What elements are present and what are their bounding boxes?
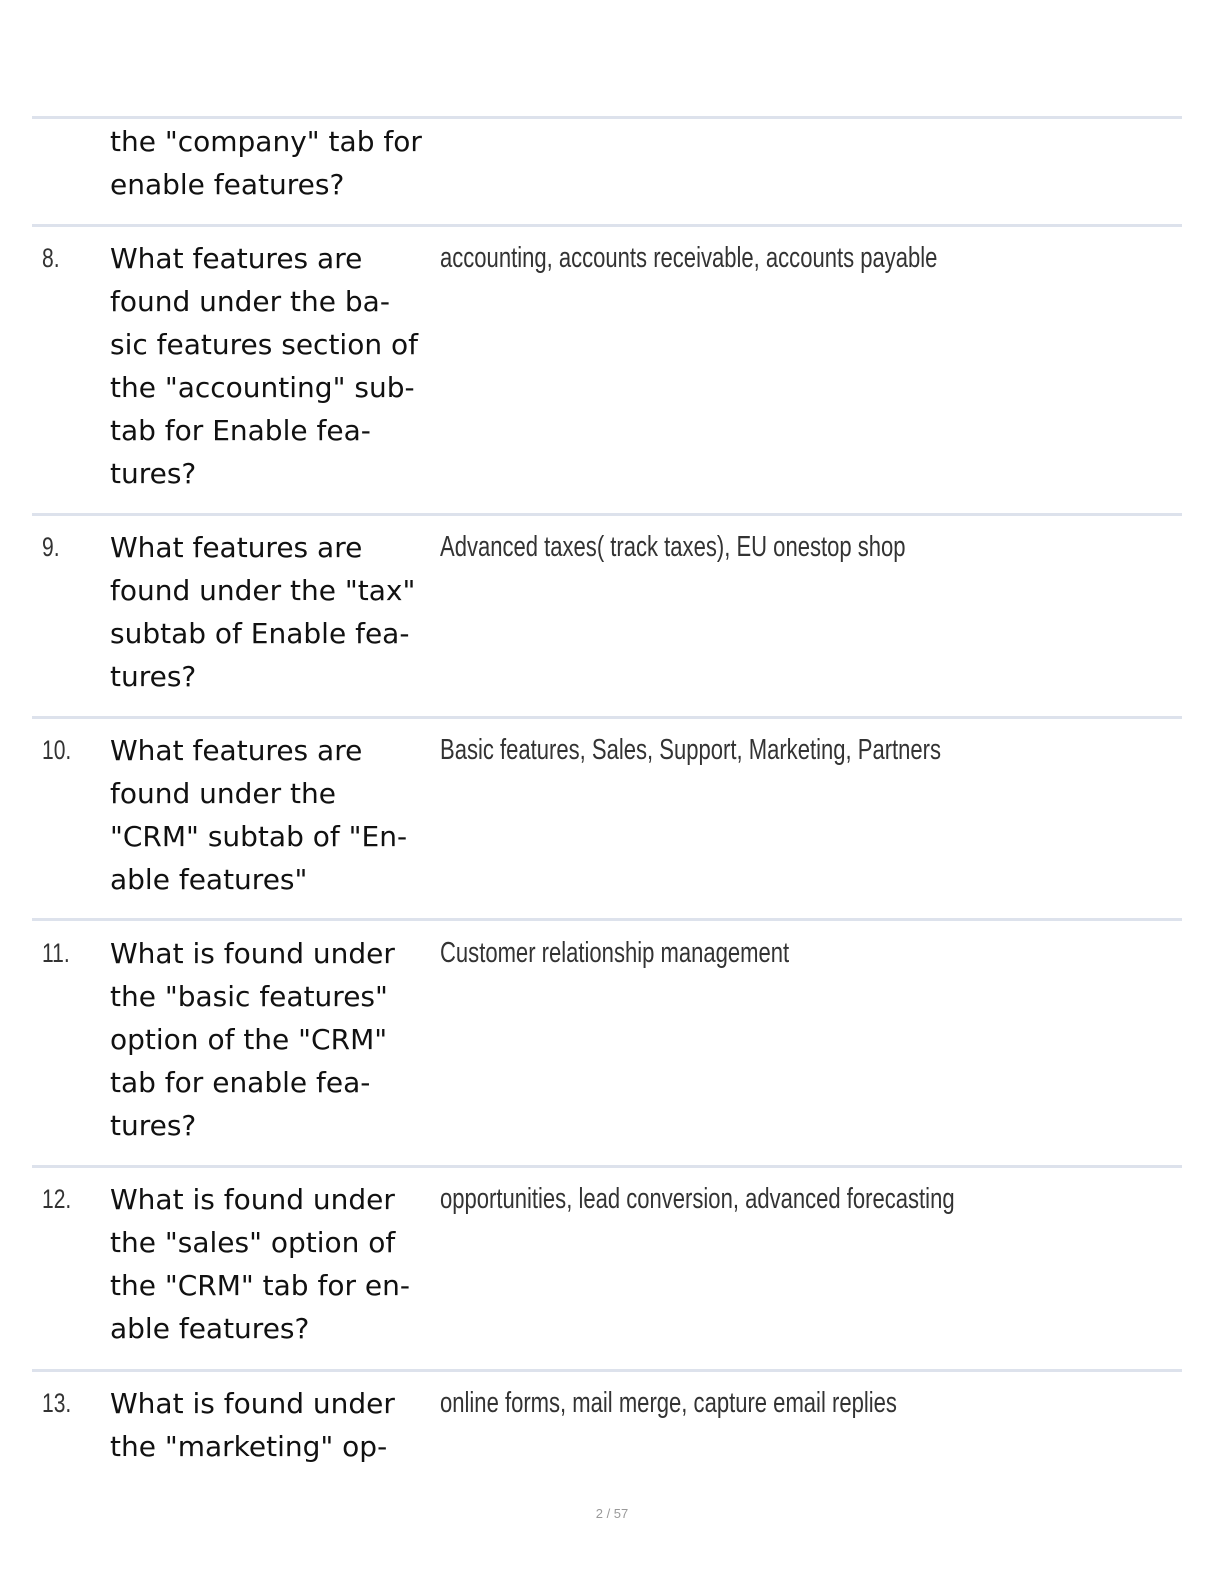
question-line: found under the [110, 777, 337, 810]
question-text [110, 237, 440, 495]
row-divider [32, 918, 1182, 921]
row-divider [32, 513, 1182, 516]
question-number: 8. [42, 243, 60, 273]
question-line: the "accounting" sub- [110, 371, 415, 404]
question-line: the "sales" option of [110, 1226, 396, 1259]
question-line: the "basic features" [110, 980, 388, 1013]
question-number: 13. [42, 1388, 72, 1418]
row-divider [32, 224, 1182, 227]
page-indicator: 2 / 57 [595, 1506, 629, 1521]
question-line: found under the ba- [110, 285, 390, 318]
row-divider [32, 1165, 1182, 1168]
question-line: able features" [110, 863, 308, 896]
question-line: tab for Enable fea- [110, 414, 371, 447]
question-number: 10. [42, 735, 72, 765]
question-line: "CRM" subtab of "En- [110, 820, 408, 853]
question-line: What is found under [110, 1387, 395, 1420]
answer-text: online forms, mail merge, capture email replies [440, 1387, 897, 1419]
answer-text: Basic features, Sales, Support, Marketing, Partners [440, 734, 942, 766]
question-line: able features? [110, 1312, 310, 1345]
question-line: the "company" tab for [110, 125, 422, 158]
question-text [110, 1178, 440, 1350]
question-text [110, 120, 440, 206]
question-line: tures? [110, 1109, 197, 1142]
question-line: the "CRM" tab for en- [110, 1269, 410, 1302]
question-line: tures? [110, 457, 197, 490]
answer-text: Advanced taxes( track taxes), EU onestop shop [440, 531, 906, 563]
question-number: 9. [42, 532, 60, 562]
question-line: subtab of Enable fea- [110, 617, 410, 650]
question-number: 11. [42, 938, 70, 968]
question-line: What is found under [110, 937, 395, 970]
row-divider [32, 716, 1182, 719]
question-line: enable features? [110, 168, 345, 201]
row-divider [32, 116, 1182, 119]
answer-text: opportunities, lead conversion, advanced forecasting [440, 1183, 955, 1215]
answer-text: accounting, accounts receivable, accounts payable [440, 242, 938, 274]
question-line: What features are [110, 242, 363, 275]
question-line: What features are [110, 531, 363, 564]
question-line: found under the "tax" [110, 574, 416, 607]
answer-text: Customer relationship management [440, 937, 790, 969]
question-line: tures? [110, 660, 197, 693]
question-line: What features are [110, 734, 363, 767]
question-line: sic features section of [110, 328, 418, 361]
row-divider [32, 1369, 1182, 1372]
question-line: the "marketing" op- [110, 1430, 388, 1463]
question-number: 12. [42, 1184, 72, 1214]
question-text [110, 526, 440, 698]
question-text [110, 1382, 440, 1468]
question-text [110, 729, 440, 901]
question-line: option of the "CRM" [110, 1023, 388, 1056]
question-text [110, 932, 440, 1147]
question-line: tab for enable fea- [110, 1066, 371, 1099]
question-line: What is found under [110, 1183, 395, 1216]
